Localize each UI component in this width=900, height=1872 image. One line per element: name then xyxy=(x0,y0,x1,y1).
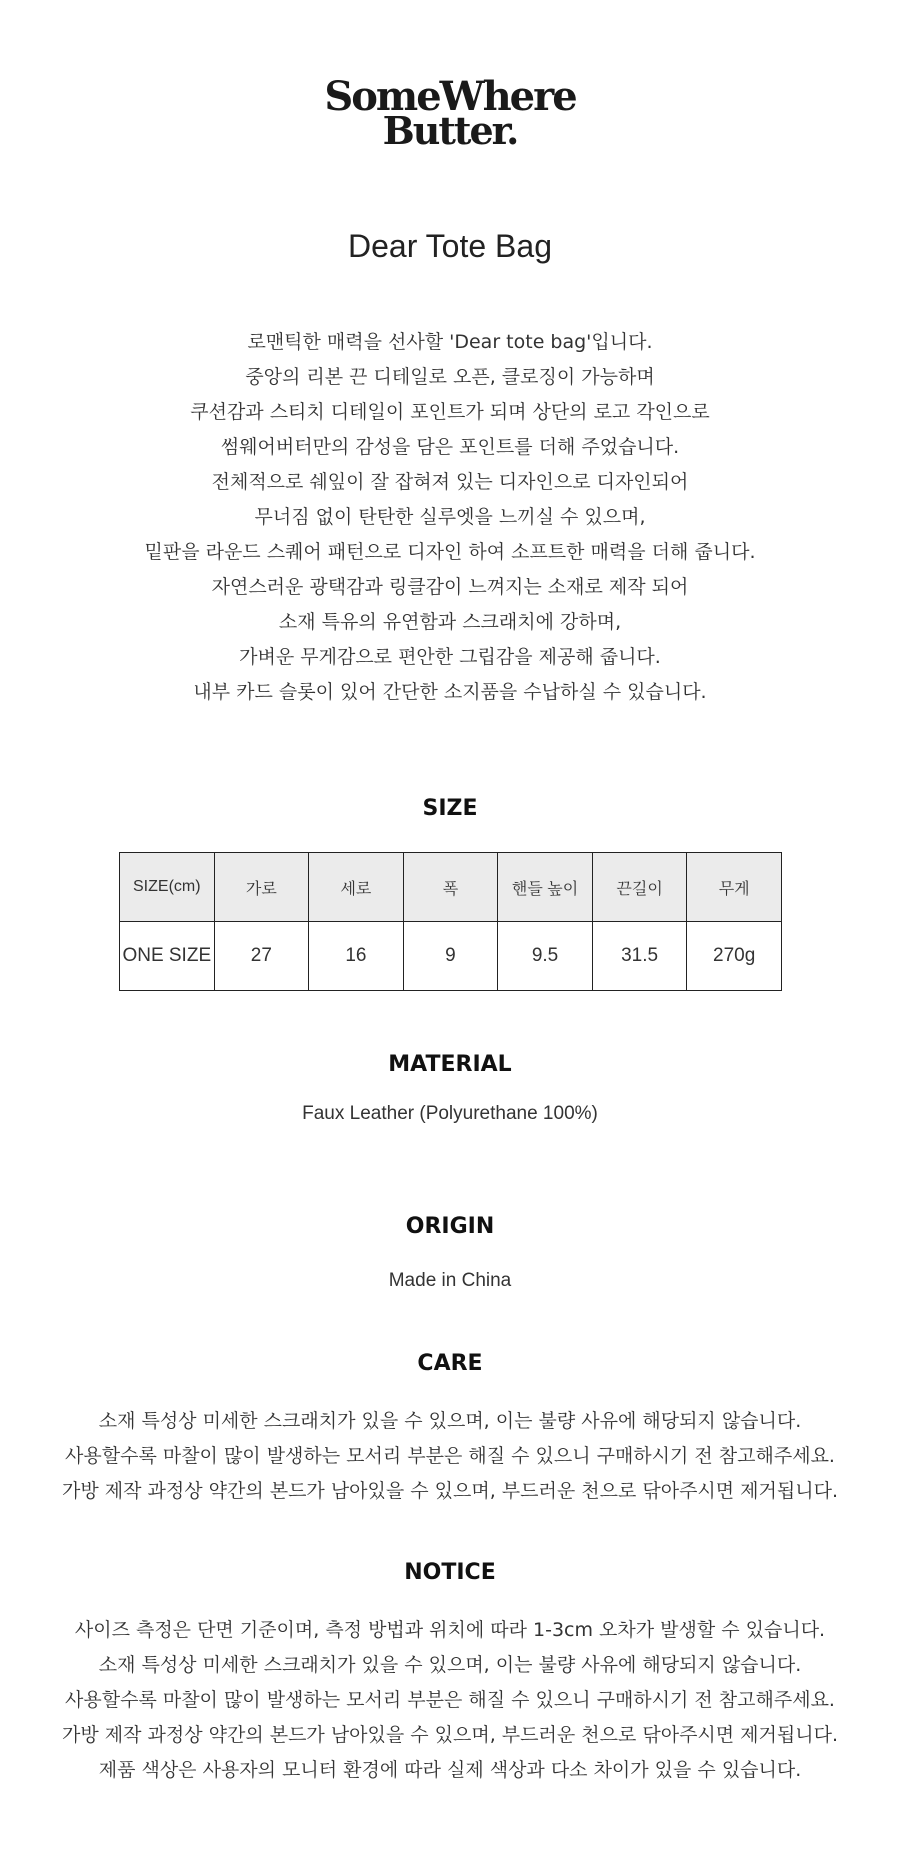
care-line: 가방 제작 과정상 약간의 본드가 남아있을 수 있으며, 부드러운 천으로 닦아주시면 제거됩니다. xyxy=(62,1480,838,1502)
description-line: 로맨틱한 매력을 선사할 'Dear tote bag'입니다. xyxy=(247,331,653,353)
size-heading: SIZE xyxy=(422,796,478,821)
notice-line: 제품 색상은 사용자의 모니터 환경에 따라 실제 색상과 다소 차이가 있을 수 있습니다. xyxy=(98,1759,802,1781)
size-table-header-cell: 끈길이 xyxy=(592,853,687,922)
size-table-header-cell: 폭 xyxy=(403,853,498,922)
logo-line-1: SomeWhere xyxy=(324,73,576,120)
size-table-cell: 9 xyxy=(403,922,498,991)
logo-line-2: Butter. xyxy=(382,108,518,153)
description-line: 무너짐 없이 탄탄한 실루엣을 느끼실 수 있으며, xyxy=(254,506,646,528)
description-line: 썸웨어버터만의 감성을 담은 포인트를 더해 주었습니다. xyxy=(220,436,680,458)
size-table-cell: 9.5 xyxy=(498,922,593,991)
notice-line: 사이즈 측정은 단면 기준이며, 측정 방법과 위치에 따라 1-3cm 오차가 발생할 수 있습니다. xyxy=(74,1619,826,1641)
description-line: 소재 특유의 유연함과 스크래치에 강하며, xyxy=(278,611,622,633)
size-table-cell: ONE SIZE xyxy=(120,922,215,991)
care-line: 사용할수록 마찰이 많이 발생하는 모서리 부분은 해질 수 있으니 구매하시기 전 참고해주세요. xyxy=(65,1445,835,1467)
description-line: 쿠션감과 스티치 디테일이 포인트가 되며 상단의 로고 각인으로 xyxy=(190,401,710,423)
size-table-header-cell: 세로 xyxy=(309,853,404,922)
description-line: 전체적으로 쉐잎이 잘 잡혀져 있는 디자인으로 디자인되어 xyxy=(211,471,689,493)
description-line: 중앙의 리본 끈 디테일로 오픈, 클로징이 가능하며 xyxy=(245,366,655,388)
notice-line: 소재 특성상 미세한 스크래치가 있을 수 있으며, 이는 불량 사유에 해당되지 않습니다. xyxy=(98,1654,802,1676)
material-heading: MATERIAL xyxy=(388,1052,512,1077)
notice-heading: NOTICE xyxy=(404,1560,496,1585)
size-table xyxy=(119,852,782,991)
size-table-cell: 16 xyxy=(309,922,404,991)
origin-text: Made in China xyxy=(388,1270,512,1291)
size-table-cell: 27 xyxy=(214,922,309,991)
care-text xyxy=(0,1404,900,1509)
product-description xyxy=(0,325,900,710)
notice-line: 가방 제작 과정상 약간의 본드가 남아있을 수 있으며, 부드러운 천으로 닦아주시면 제거됩니다. xyxy=(62,1724,838,1746)
origin-heading: ORIGIN xyxy=(405,1214,495,1239)
description-line: 내부 카드 슬롯이 있어 간단한 소지품을 수납하실 수 있습니다. xyxy=(193,681,707,703)
care-line: 소재 특성상 미세한 스크래치가 있을 수 있으며, 이는 불량 사유에 해당되지 않습니다. xyxy=(98,1410,802,1432)
size-table-cell: 31.5 xyxy=(592,922,687,991)
brand-logo xyxy=(0,73,900,153)
size-table-header-row xyxy=(120,853,782,922)
description-line: 가벼운 무게감으로 편안한 그립감을 제공해 줍니다. xyxy=(239,646,661,668)
size-table-header-cell: 무게 xyxy=(687,853,782,922)
notice-text xyxy=(0,1613,900,1788)
size-table-header-cell: 가로 xyxy=(214,853,309,922)
description-line: 밑판을 라운드 스퀘어 패턴으로 디자인 하여 소프트한 매력을 더해 줍니다. xyxy=(144,541,756,563)
size-table-header-cell: 핸들 높이 xyxy=(498,853,593,922)
care-heading: CARE xyxy=(417,1351,483,1376)
size-table-cell: 270g xyxy=(687,922,782,991)
product-title: Dear Tote Bag xyxy=(348,228,552,264)
material-text: Faux Leather (Polyurethane 100%) xyxy=(302,1103,598,1124)
size-table-row xyxy=(120,922,782,991)
size-table-header-cell: SIZE(cm) xyxy=(120,853,215,922)
description-line: 자연스러운 광택감과 링클감이 느껴지는 소재로 제작 되어 xyxy=(211,576,689,598)
notice-line: 사용할수록 마찰이 많이 발생하는 모서리 부분은 해질 수 있으니 구매하시기 전 참고해주세요. xyxy=(65,1689,835,1711)
